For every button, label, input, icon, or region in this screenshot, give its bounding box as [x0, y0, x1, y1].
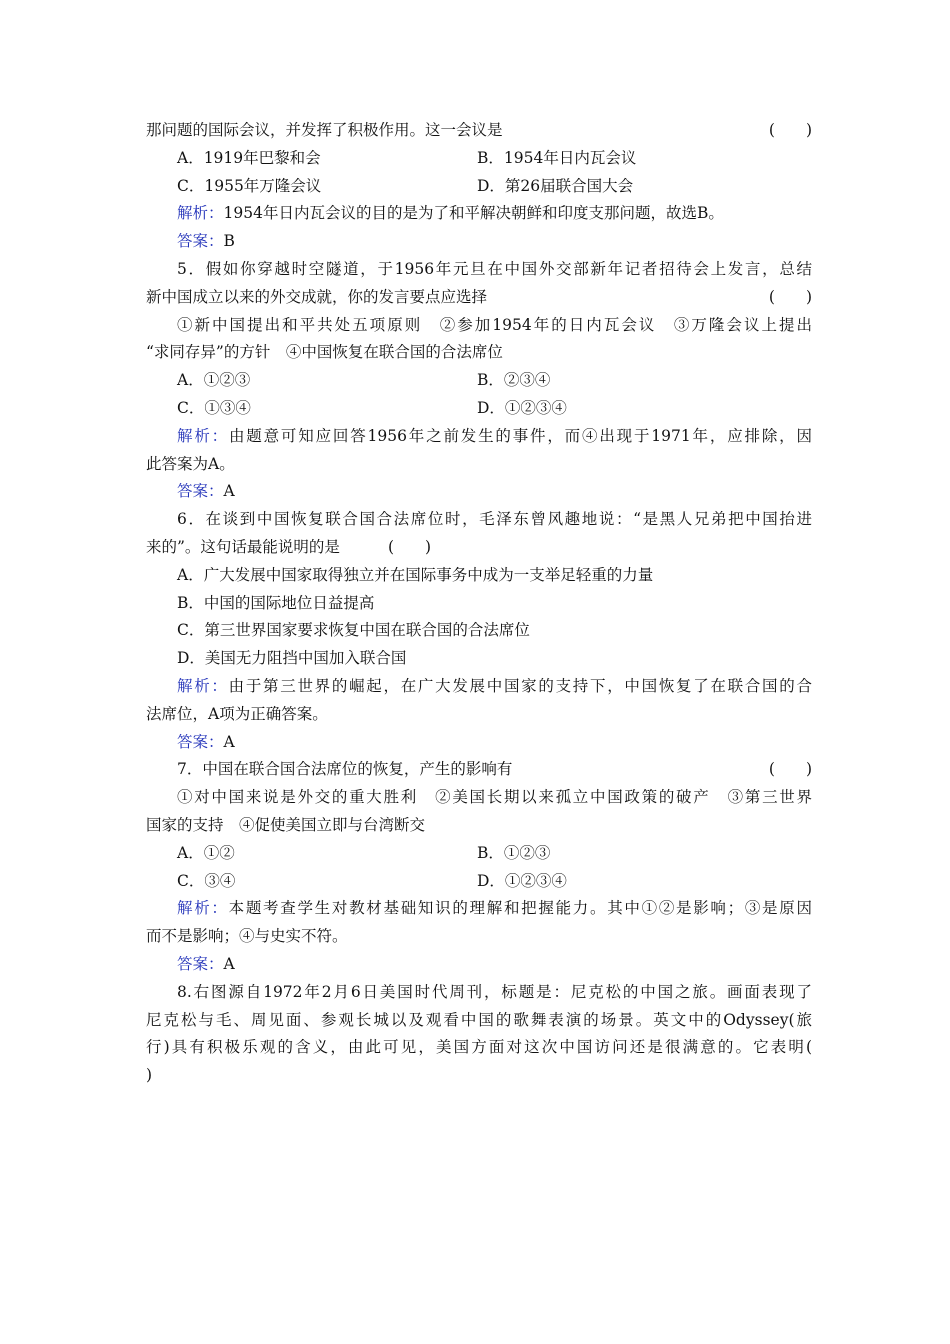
- q7-options-row-2: [146, 868, 812, 896]
- q5-option-b: B．②③④: [477, 371, 551, 390]
- q5-items-line-1: ①新中国提出和平共处五项原则 ②参加1954年的日内瓦会议 ③万隆会议上提出: [177, 315, 812, 334]
- q7-answer-paren: ( ): [768, 760, 812, 779]
- q4-answer: [146, 228, 812, 256]
- q4-options-row-1: [146, 145, 812, 173]
- q5-option-a: A．①②③: [177, 371, 251, 390]
- q8-stem-line-3: 行)具有积极乐观的含义，由此可见，美国方面对这次中国访问还是很满意的。它表明(: [146, 1038, 812, 1057]
- q7-option-c: C．③④: [177, 871, 236, 890]
- q6-stem-line-1: 6．在谈到中国恢复联合国合法席位时，毛泽东曾风趣地说：“是黑人兄弟把中国抬进: [177, 510, 812, 529]
- q4-answer-value: B: [223, 232, 235, 251]
- q6-analysis-label: 解析：: [177, 676, 229, 695]
- q4-option-a: A．1919年巴黎和会: [177, 148, 321, 167]
- q5-analysis-line-2: 此答案为A。: [146, 454, 235, 473]
- q7-analysis-label: 解析：: [177, 899, 229, 918]
- q4-answer-paren: ( ): [768, 121, 812, 139]
- q8-stem-line-4: ): [146, 1066, 153, 1085]
- q5-stem-line-1: 5．假如你穿越时空隧道，于1956年元旦在中国外交部新年记者招待会上发言，总结: [177, 259, 812, 278]
- q7-analysis-line-2: 而不是影响；④与史实不符。: [146, 927, 348, 946]
- q5-items-line-2: “求同存异”的方针 ④中国恢复在联合国的合法席位: [146, 343, 503, 362]
- q5-options-row-1: [146, 367, 812, 395]
- q7-stem-text: 7．中国在联合国合法席位的恢复，产生的影响有: [177, 760, 513, 779]
- q5-option-c: C．①③④: [177, 398, 251, 417]
- q5-stem-text: 新中国成立以来的外交成就，你的发言要点应选择: [146, 287, 488, 306]
- q5-analysis-line-1: [146, 423, 812, 451]
- q5-answer-label: 答案：: [177, 482, 224, 501]
- q6-answer-value: A: [223, 732, 235, 751]
- q4-analysis: [146, 200, 812, 228]
- q7-answer: [146, 951, 812, 979]
- q5-stem-line-2: [146, 284, 812, 312]
- q4-option-c: C．1955年万隆会议: [177, 176, 322, 195]
- q6-answer: [146, 729, 812, 757]
- q5-answer-paren: ( ): [768, 287, 812, 306]
- q5-analysis-label: 解析：: [177, 426, 229, 445]
- q8-stem-line-1: 8.右图源自1972年2月6日美国时代周刊，标题是：尼克松的中国之旅。画面表现了: [177, 982, 812, 1001]
- q5-option-d: D．①②③④: [477, 398, 567, 417]
- q6-option-d: D．美国无力阻挡中国加入联合国: [177, 649, 407, 668]
- q7-option-b: B．①②③: [477, 843, 551, 862]
- q4-stem-text: 那问题的国际会议，并发挥了积极作用。这一会议是: [146, 121, 503, 139]
- q5-options-row-2: [146, 395, 812, 423]
- q4-stem: [146, 117, 812, 145]
- q6-stem-text: 来的”。这句话最能说明的是: [146, 537, 340, 556]
- q7-options-row-1: [146, 840, 812, 868]
- q7-stem: [146, 756, 812, 784]
- q7-items-line-2: 国家的支持 ④促使美国立即与台湾断交: [146, 815, 426, 834]
- q7-analysis-line-1: [146, 895, 812, 923]
- q6-stem-line-2: [146, 534, 812, 562]
- q4-answer-label: 答案：: [177, 232, 224, 251]
- q7-answer-value: A: [223, 954, 235, 973]
- q4-analysis-text: 1954年日内瓦会议的目的是为了和平解决朝鲜和印度支那问题，故选B。: [223, 204, 724, 223]
- q4-options-row-2: [146, 173, 812, 201]
- q8-stem-line-2: 尼克松与毛、周见面、参观长城以及观看中国的歌舞表演的场景。英文中的Odyssey(旅: [146, 1010, 812, 1029]
- q6-answer-label: 答案：: [177, 732, 224, 751]
- q6-option-c: C．第三世界国家要求恢复中国在联合国的合法席位: [177, 621, 530, 640]
- q4-option-d: D．第26届联合国大会: [477, 176, 634, 195]
- q6-answer-paren: ( ): [387, 537, 432, 556]
- q4-option-b: B．1954年日内瓦会议: [477, 148, 637, 167]
- q4-analysis-label: 解析：: [177, 204, 224, 223]
- q6-option-a: A．广大发展中国家取得独立并在国际事务中成为一支举足轻重的力量: [177, 565, 654, 584]
- q6-analysis-text: 由于第三世界的崛起，在广大发展中国家的支持下，中国恢复了在联合国的合: [228, 676, 812, 695]
- q6-analysis-line-2: 法席位，A项为正确答案。: [146, 704, 328, 723]
- q5-answer-value: A: [223, 482, 235, 501]
- q7-answer-label: 答案：: [177, 954, 224, 973]
- q6-option-b: B．中国的国际地位日益提高: [177, 593, 375, 612]
- q7-option-a: A．①②: [177, 843, 235, 862]
- q7-items-line-1: ①对中国来说是外交的重大胜利 ②美国长期以来孤立中国政策的破产 ③第三世界: [177, 788, 812, 807]
- q6-analysis-line-1: [146, 673, 812, 701]
- q5-analysis-text: 由题意可知应回答1956年之前发生的事件，而④出现于1971年，应排除，因: [228, 426, 812, 445]
- q7-option-d: D．①②③④: [477, 871, 567, 890]
- q5-answer: [146, 478, 812, 506]
- document-body: [146, 117, 812, 1090]
- q7-analysis-text: 本题考查学生对教材基础知识的理解和把握能力。其中①②是影响；③是原因: [228, 899, 812, 918]
